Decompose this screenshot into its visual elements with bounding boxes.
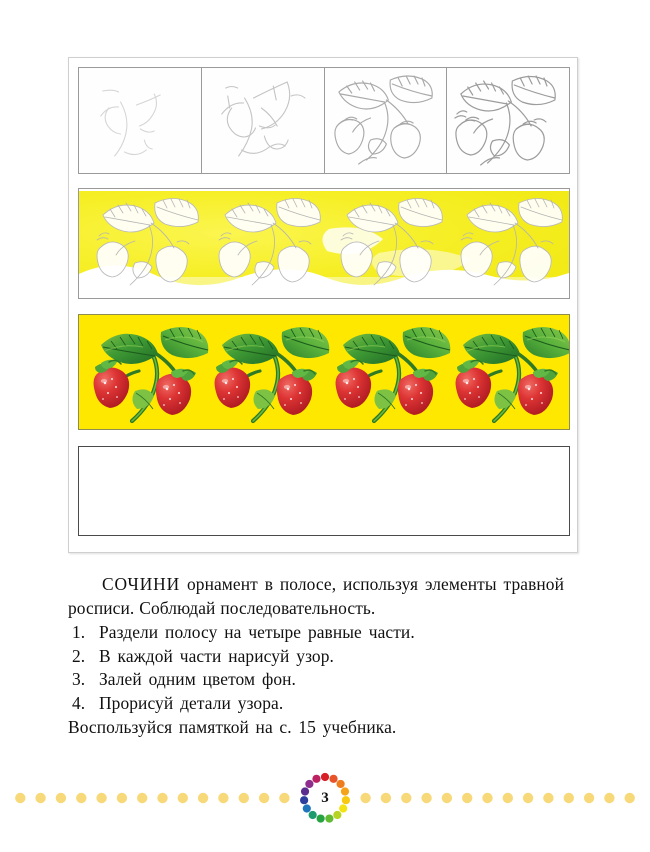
page-number-badge bbox=[296, 769, 354, 827]
pencil-step-1 bbox=[79, 68, 202, 173]
blank-ornament-strip[interactable] bbox=[78, 446, 570, 536]
illustration-frame bbox=[68, 57, 578, 553]
page-footer bbox=[0, 780, 650, 816]
task-number: 2. bbox=[72, 645, 86, 666]
pencil-step-4 bbox=[447, 68, 569, 173]
task-number: 4. bbox=[72, 692, 86, 713]
task-number: 1. bbox=[72, 622, 86, 643]
task-item bbox=[68, 692, 564, 716]
pencil-steps-panel bbox=[78, 67, 570, 174]
closing-line: Воспользуйся памяткой на с. 15 учебника. bbox=[68, 716, 397, 737]
task-text: В каждой части нарисуй узор. bbox=[99, 645, 334, 666]
watercolour-wash-panel bbox=[78, 188, 570, 299]
pencil-step-2 bbox=[202, 68, 325, 173]
task-item bbox=[68, 621, 564, 645]
pencil-step-3 bbox=[325, 68, 448, 173]
instructions-block bbox=[68, 573, 564, 739]
task-number: 3. bbox=[72, 669, 86, 690]
intro-text: орнамент в полосе, используя элементы травной росписи. Соблюдай последовательность. bbox=[68, 574, 564, 618]
task-text: Прорисуй детали узора. bbox=[99, 692, 284, 713]
task-text: Залей одним цветом фон. bbox=[99, 669, 296, 690]
intro-paragraph bbox=[68, 573, 564, 620]
task-text: Раздели полосу на четыре равные части. bbox=[99, 622, 415, 643]
task-list bbox=[68, 621, 564, 715]
intro-keyword: СОЧИНИ bbox=[102, 574, 181, 594]
task-item bbox=[68, 645, 564, 669]
page-number: 3 bbox=[321, 789, 329, 806]
finished-ornament-panel bbox=[78, 314, 570, 430]
task-item bbox=[68, 668, 564, 692]
